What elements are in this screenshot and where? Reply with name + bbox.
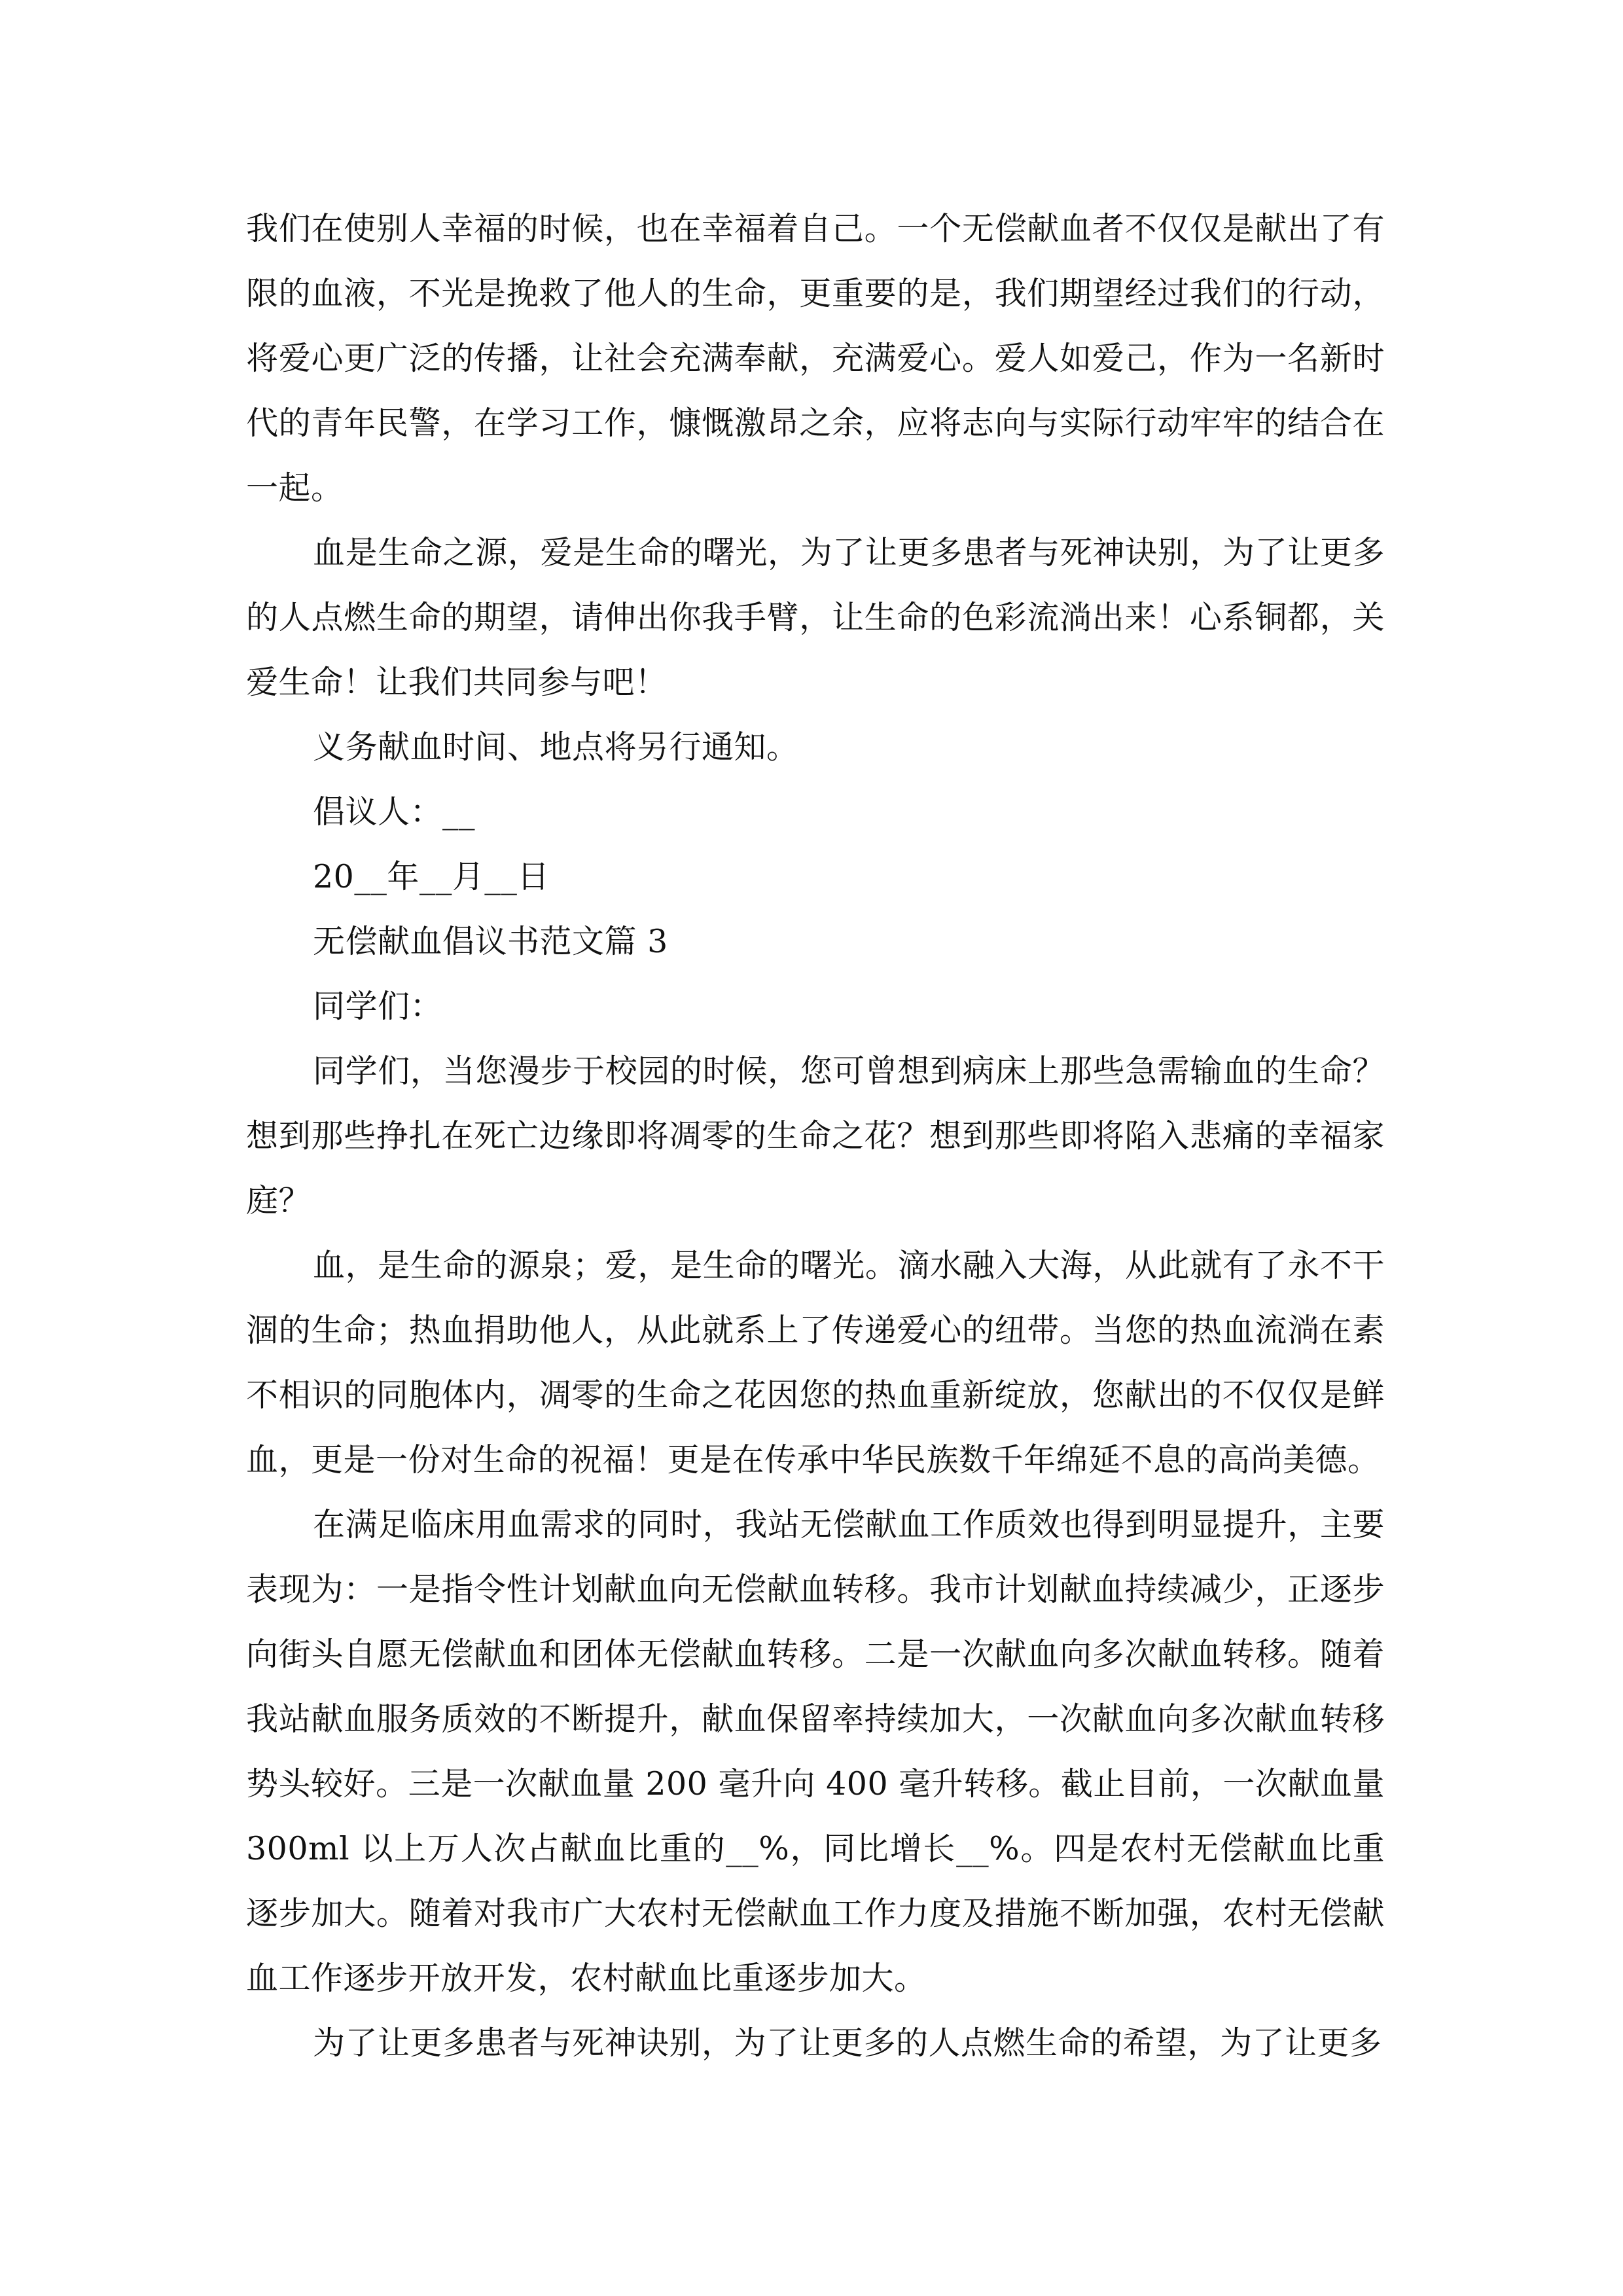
date-line: 20__年__月__日: [313, 858, 550, 895]
document-body: [246, 196, 1385, 2075]
paragraph-4: 血，是生命的源泉；爱，是生命的曙光。滴水融入大海，从此就有了永不干涸的生命；热血捐助他人，从此就系上了传递爱心的纽带。当您的热血流淌在素不相识的同胞体内，凋零的生命之花因您的热血重新绽放，您献出的不仅仅是鲜血，更是一份对生命的祝福！更是在传承中华民族数千年绵延不息的高尚美德。: [246, 1247, 1385, 1479]
paragraph-6: 为了让更多患者与死神诀别，为了让更多的人点燃生命的希望，为了让更多: [313, 2024, 1382, 2062]
paragraph-1: 我们在使别人幸福的时候，也在幸福着自己。一个无偿献血者不仅仅是献出了有限的血液，不光是挽救了他人的生命，更重要的是，我们期望经过我们的行动，将爱心更广泛的传播，让社会充满奉献，充满爱心。爱人如爱己，作为一名新时代的青年民警，在学习工作，慷慨激昂之余，应将志向与实际行动牢牢的结合在一起。: [246, 210, 1385, 507]
section-title: 无偿献血倡议书范文篇 3: [313, 923, 668, 960]
notice-line: 义务献血时间、地点将另行通知。: [313, 728, 799, 766]
paragraph-5: 在满足临床用血需求的同时，我站无偿献血工作质效也得到明显提升，主要表现为：一是指令性计划献血向无偿献血转移。我市计划献血持续减少，正逐步向街头自愿无偿献血和团体无偿献血转移。二是一次献血向多次献血转移。随着我站献血服务质效的不断提升，献血保留率持续加大，一次献血向多次献血转移势头较好。三是一次献血量 200 毫升向 400 毫升转移。截止目前，一次献血量 300ml 以上万人次占献血比重的__%，同比增长__%。四是农村无偿献血比重逐步加大。随着对我市广大农村无偿献血工作力度及措施不断加强，农村无偿献血工作逐步开放开发，农村献血比重逐步加大。: [246, 1506, 1385, 1997]
paragraph-3: 同学们，当您漫步于校园的时候，您可曾想到病床上那些急需输血的生命？想到那些挣扎在死亡边缘即将凋零的生命之花？想到那些即将陷入悲痛的幸福家庭？: [246, 1052, 1385, 1219]
paragraph-2: 血是生命之源，爱是生命的曙光，为了让更多患者与死神诀别，为了让更多的人点燃生命的期望，请伸出你我手臂，让生命的色彩流淌出来！心系铜都，关爱生命！让我们共同参与吧！: [246, 534, 1385, 701]
salutation: 同学们：: [313, 988, 443, 1025]
initiator-line: 倡议人：__: [313, 793, 476, 831]
